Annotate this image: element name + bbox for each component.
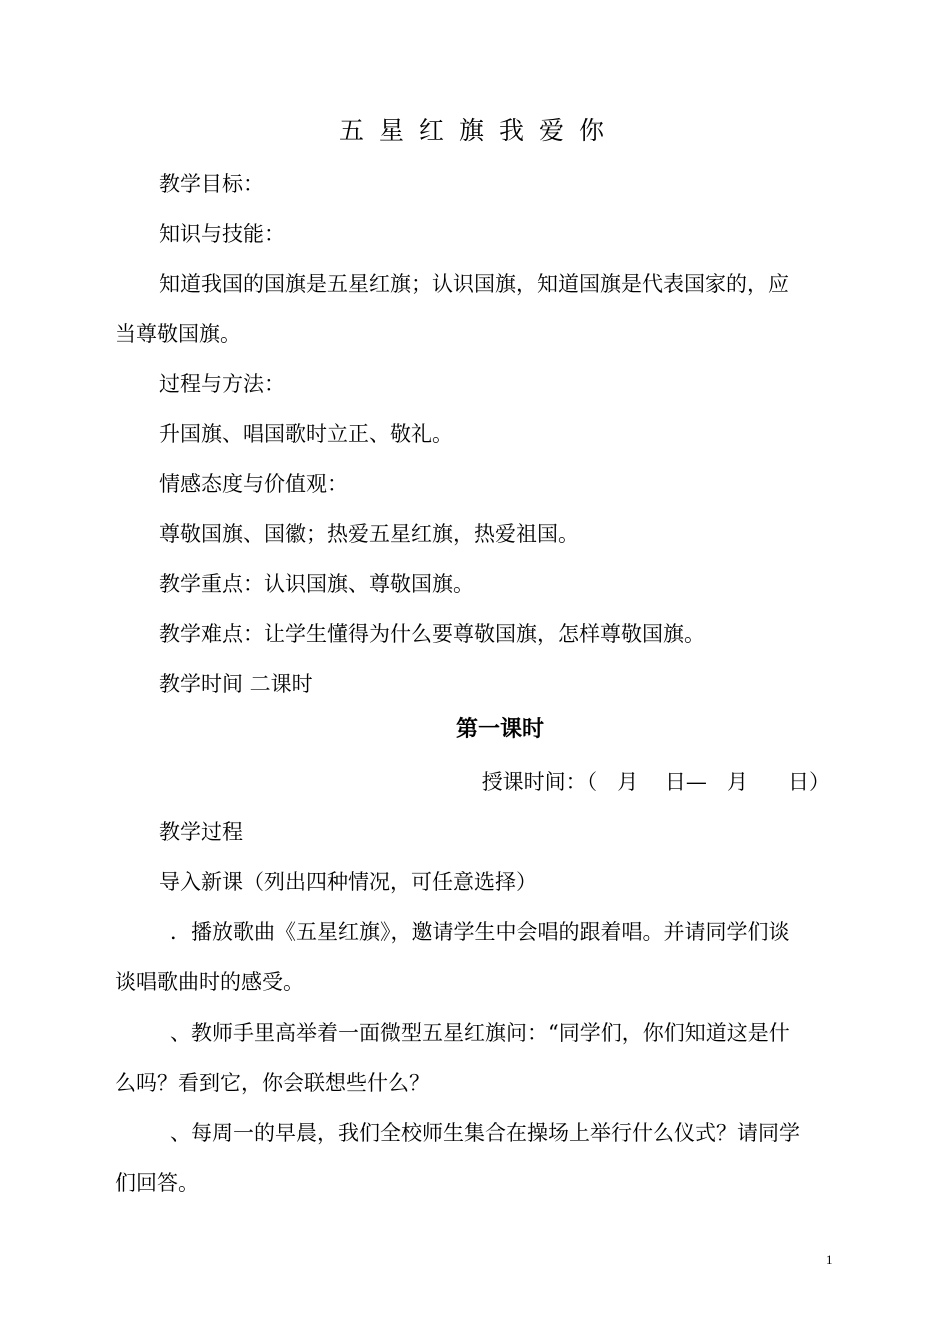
list-item-3-line1: 、每周一的早晨，我们全校师生集合在操场上举行什么仪式？请同学 xyxy=(170,1121,800,1145)
paragraph-knowledge-skills: 知识与技能： xyxy=(159,222,285,246)
paragraph-teaching-time: 教学时间 二课时 xyxy=(159,672,313,696)
list-item-2-line1: 、教师手里高举着一面微型五星红旗问：“同学们，你们知道这是什 xyxy=(170,1021,790,1045)
paragraph-teaching-process: 教学过程 xyxy=(159,820,243,844)
paragraph-process-text: 升国旗、唱国歌时立正、敬礼。 xyxy=(159,422,453,446)
paragraph-key-points: 教学重点：认识国旗、尊敬国旗。 xyxy=(159,572,474,596)
section-title: 第一课时 xyxy=(455,717,544,742)
list-item-2-line2: 么吗？看到它，你会联想些什么？ xyxy=(115,1071,430,1095)
paragraph-intro: 导入新课（列出四种情况，可任意选择） xyxy=(159,870,537,894)
paragraph-objectives: 教学目标： xyxy=(159,172,264,196)
list-item-3-line2: 们回答。 xyxy=(115,1171,199,1195)
list-item-1-line1: ．播放歌曲《五星红旗》，邀请学生中会唱的跟着唱。并请同学们谈 xyxy=(170,920,790,944)
lesson-time: 授课时间：（ 月 日— 月 日） xyxy=(481,770,830,794)
list-item-1-line2: 谈唱歌曲时的感受。 xyxy=(115,970,304,994)
page-number: 1 xyxy=(826,1252,833,1267)
paragraph-emotion-text: 尊敬国旗、国徽；热爱五星红旗，热爱祖国。 xyxy=(159,522,579,546)
document-title: 五星红旗我爱你 xyxy=(338,116,619,145)
paragraph-difficulties: 教学难点：让学生懂得为什么要尊敬国旗，怎样尊敬国旗。 xyxy=(159,622,705,646)
paragraph-knowledge-text-line1: 知道我国的国旗是五星红旗；认识国旗，知道国旗是代表国家的，应 xyxy=(159,272,789,296)
paragraph-knowledge-text-line2: 当尊敬国旗。 xyxy=(115,322,241,346)
paragraph-process-methods: 过程与方法： xyxy=(159,372,285,396)
paragraph-emotion-values: 情感态度与价值观： xyxy=(159,472,348,496)
